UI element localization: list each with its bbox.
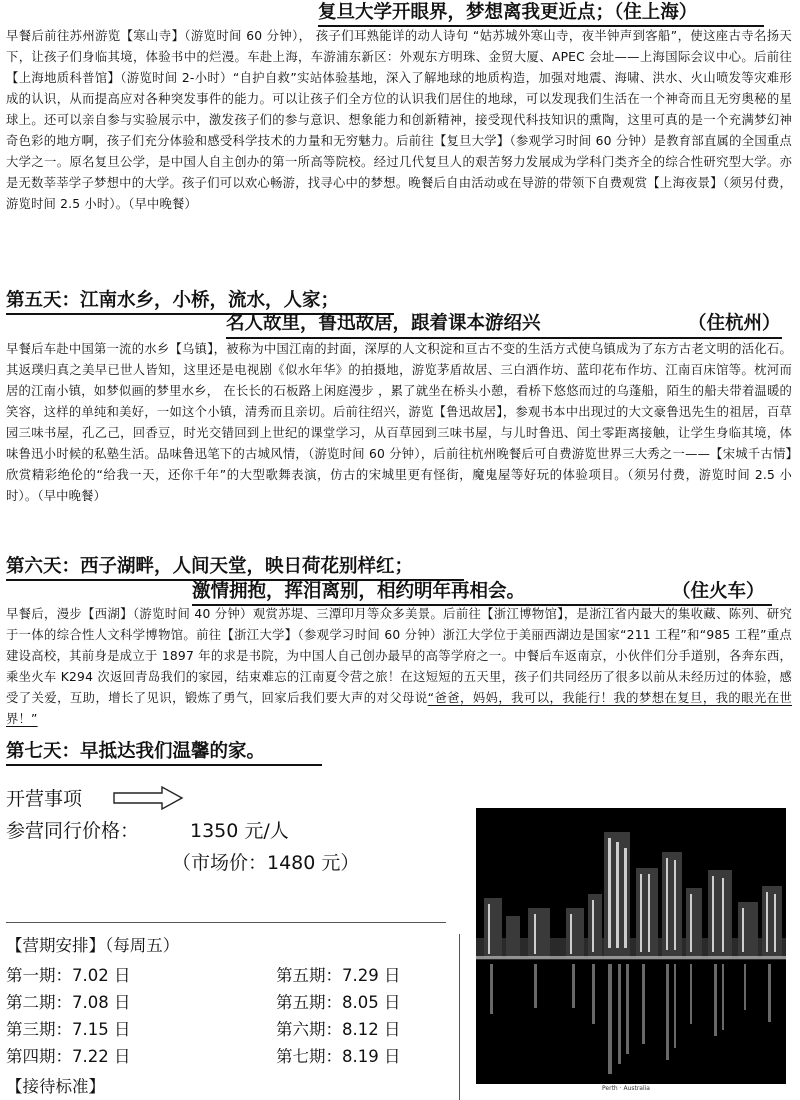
schedule-item: 第七期：8.19 日 [276,1047,401,1066]
day5-title-line2: 名人故里，鲁迅故居，跟着课本游绍兴 [226,313,541,334]
schedule-item: 第二期：7.08 日 [6,993,131,1012]
section-divider [6,922,446,923]
schedule-item: 第五期：7.29 日 [276,966,401,985]
schedule-vertical-divider [459,934,460,1100]
photo-caption: Perth · Australia [602,1085,650,1092]
day5-description: 早餐后车赴中国第一流的水乡【乌镇】，被称为中国江南的封面，深厚的人文积淀和亘古不变的生活方式使乌镇成为了东方古老文明的活化石。其返璞归真之美早已世人皆知，这里还是电视剧《似水年华》的拍摄地，游览茅盾故居、三白酒作坊、蓝印花布作坊、江南百床馆等。枕河而居的江南小镇，如梦似画的梦里水乡， 在长长的石板路上闲庭漫步 ，累了就坐在桥头小憩，看桥下悠悠而过的乌蓬船，陌生的船夫带着温暖的笑容，这样的单纯和美好，一如这个小镇，清秀而且亲切。后前往绍兴，游览【鲁迅故居】，参观书本中出现过的大文豪鲁迅先生的祖居，百草园三味书屋，孔乙己，回香豆，时光交错回到上世纪的课堂学习，从百草园到三味书屋，与儿时鲁迅、闰土零距离接触，让学生身临其境，体味鲁迅小时候的私塾生活。品味鲁迅笔下的古城风情，（游览时间 60 分钟），后前往杭州晚餐后可自费游览世界三大秀之一——【宋城千古情】欣赏精彩绝伦的“给我一天，还你千年”的大型歌舞表演，仿古的宋城里更有怪街，魔鬼屋等好玩的体验项目。（须另付费，游览时间 2.5 小时）。（早中晚餐） [6,342,792,503]
price-value: 1350 元/人 [190,820,289,842]
camp-items-label: 开营事项 [6,788,83,810]
price-label: 参营同行价格： [6,820,140,842]
schedule-item: 第四期：7.22 日 [6,1047,131,1066]
schedule-item: 第一期：7.02 日 [6,966,131,985]
day6-title-line1: 第六天：西子湖畔，人间天堂，映日荷花别样红； [6,556,414,577]
day6-quote: “爸爸，妈妈，我可以，我能行！我的梦想在复旦，我的眼光在世界！” [6,691,792,726]
day5-title-line1: 第五天：江南水乡，小桥，流水，人家； [6,290,340,311]
day4-description: 早餐后前往苏州游览【寒山寺】（游览时间 60 分钟）， 孩子们耳熟能详的动人诗句 “姑苏城外寒山寺，夜半钟声到客船”，使这座古寺名扬天下，让孩子们身临其境，体验书中的烂漫。车赴上海，车游浦东新区：外观东方明珠、金贸大厦、APEC 会址——上海国际会议中心。后前往【上海地质科普馆】（游览时间 2-小时）“自护自救”实站体验基地，深入了解地球的地质构造，加强对地震、海啸、洪水、火山喷发等灾难形成的认识，从而提高应对各种突发事件的能力。可以让孩子们全方位的认识我们居住的地球，可以发现我们生活在一个神奇而且无穷奥秘的星球上。还可以亲自参与实验展示中，激发孩子们的参与意识、想象能力和创新精神，接受现代科技知识的熏陶，这里可真的是一个充满梦幻神奇色彩的地方啊，孩子们充分体验和感受科学技术的力量和无穷魅力。后前往【复旦大学】（参观学习时间 60 分钟）是教育部直属的全国重点大学之一。原名复旦公学，是中国人自主创办的第一所高等院校。经过几代复旦人的艰苦努力发展成为学科门类齐全的综合性研究型大学。亦是无数莘莘学子梦想中的大学。孩子们可以欢心畅游，找寻心中的梦想。晚餐后自由活动或在导游的带领下自费观赏【上海夜景】（须另付费，游览时间 2.5 小时）。（早中晚餐） [6,29,792,211]
day5-accommodation: （住杭州） [688,313,781,334]
day7-title: 第七天：早抵达我们温馨的家。 [6,741,266,762]
schedule-item: 第六期：8.12 日 [276,1020,401,1039]
day6-description-main: 早餐后，漫步【西湖】（游览时间 40 分钟）观赏苏堤、三潭印月等众多美景。后前往【浙江博物馆】，是浙江省内最大的集收藏、陈列、研究于一体的综合性人文科学博物馆。前往【浙江大学】（参观学习时间 60 分钟）浙江大学位于美丽西湖边是国家“211 工程”和“985 工程”重点建设高校，其前身是成立于 1897 年的求是书院，为中国人自己创办最早的高等学府之一。中餐后车返南京，小伙伴们分手道别，各奔东西，乘坐火车 K294 次返回青岛我们的家园，结束难忘的江南夏令营之旅！在这短短的五天里，孩子们共同经历了很多以前从未经历过的体验，感受了关爱，互助，增长了见识，锻炼了勇气，回家后我们要大声的对父母说 [6,607,792,705]
city-skyline-image [476,808,786,1084]
schedule-item: 第三期：7.15 日 [6,1020,131,1039]
reception-standard-title: 【接待标准】 [6,1077,105,1096]
day6-description [6,604,792,730]
right-arrow-icon [112,785,184,811]
day4-title: 复旦大学开眼界，梦想离我更近点；（住上海） [318,2,698,23]
market-price: （市场价：1480 元） [172,852,360,874]
day6-title-line2: 激情拥抱，挥泪离别，相约明年再相会。 [192,581,526,602]
schedule-title: 【营期安排】（每周五） [6,936,180,955]
schedule-item: 第五期：8.05 日 [276,993,401,1012]
day6-accommodation: （住火车） [672,581,765,602]
day7-underline [6,764,322,766]
